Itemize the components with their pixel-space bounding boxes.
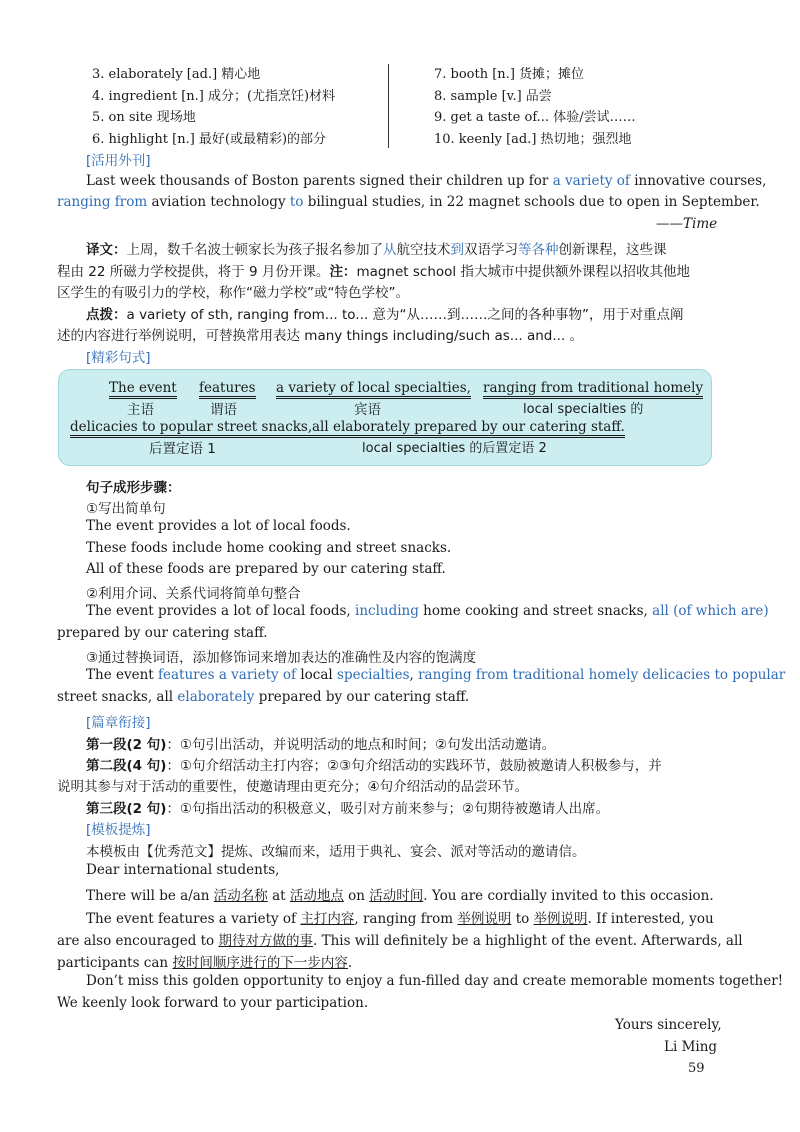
tip-line-2: 述的内容进行举例说明，可替换常用表达 many things including/such as... and... 。 [57,328,584,344]
template-line-4: participants can 按时间顺序进行的下一步内容. [57,955,353,971]
blank-example: 举例说明 [533,911,588,927]
paragraph-1-summary: 第一段(2 句)：①句引出活动，并说明活动的地点和时间；②句发出活动邀请。 [86,737,556,753]
box-word-attr1-cont: delicacies to popular street snacks, [70,419,312,435]
translation-line-3: 区学生的有吸引力的学校，称作“磁力学校”或“特色学校”。 [57,285,409,301]
blank-event-place: 活动地点 [289,888,344,904]
step-3-line: The event features a variety of local specialties, ranging from traditional homely delicacies to popular [86,667,786,683]
vocab-left [92,64,335,150]
translation-line-1: 译文：上周，数千名波士顿家长为孩子报名参加了从航空技术到双语学习等各种创新课程，这些课 [86,242,667,258]
section-heading-jingcai: [精彩句式] [86,350,151,366]
step-2-heading: ②利用介词、关系代词将简单句整合 [86,586,301,602]
box-word-verb: features [199,380,256,396]
template-line-5: Don’t miss this golden opportunity to enjoy a fun-filled day and create memorable moments together! [86,973,784,989]
section-heading-pianzhang: [篇章衔接] [86,715,151,731]
article-line-2: ranging from aviation technology to bilingual studies, in 22 magnet schools due to open in September. [57,194,760,210]
step-1-line: All of these foods are prepared by our catering staff. [86,561,446,577]
paragraph-3-summary: 第三段(2 句)：①句指出活动的积极意义，吸引对方前来参与；②句期待被邀请人出席。 [86,801,610,817]
box-gloss-attr1: 后置定语 1 [149,441,216,457]
vocab-item: 6. highlight [n.] 最好(或最精彩)的部分 [92,131,327,147]
template-line-3: are also encouraged to 期待对方做的事. This will definitely be a highlight of the event. Afterwards, all [57,933,743,949]
translation-line-2: 程由 22 所磁力学校提供，将于 9 月份开课。注：magnet school 指大城市中提供额外课程以招收其他地 [57,264,690,280]
blank-event-time: 活动时间 [369,888,424,904]
template-line-1: There will be a/an 活动名称 at 活动地点 on 活动时间. You are cordially invited to this occasion. [86,888,714,904]
template-closing: Yours sincerely, [615,1017,722,1033]
vocab-item: 3. elaborately [ad.] 精心地 [92,67,261,82]
vocab-item: 8. sample [v.] 品尝 [434,88,552,104]
blank-expected-action: 期待对方做的事 [218,933,313,949]
tip-line-1: 点拨：a variety of sth, ranging from... to... 意为“从……到……之间的各种事物”，用于对重点阐 [86,307,684,323]
template-line-2: The event features a variety of 主打内容, ranging from 举例说明 to 举例说明. If interested, you [86,911,714,927]
step-2-line: prepared by our catering staff. [57,625,268,641]
box-gloss-subject: 主语 [127,402,154,418]
blank-next-step: 按时间顺序进行的下一步内容 [172,955,348,971]
box-word-subject: The event [109,380,177,396]
step-3-line: street snacks, all elaborately prepared by our catering staff. [57,689,470,705]
vocab-item: 5. on site 现场地 [92,110,196,125]
column-divider [388,64,389,148]
template-intro: 本模板由【优秀范文】提炼、改编而来，适用于典礼、宴会、派对等活动的邀请信。 [86,844,586,860]
vocab-item: 9. get a taste of... 体验/尝试…… [434,110,636,125]
vocab-item: 10. keenly [ad.] 热切地；强烈地 [434,131,632,147]
blank-example: 举例说明 [457,911,512,927]
section-heading-huoyong: [活用外刊] [86,153,151,169]
page-number: 59 [688,1061,705,1076]
template-signature: Li Ming [664,1039,718,1055]
box-word-object: a variety of local specialties, [276,380,471,396]
vocab-item: 4. ingredient [n.] 成分；(尤指烹饪)材料 [92,88,336,104]
step-2-line: The event provides a lot of local foods, including home cooking and street snacks, all (of which are) [86,603,769,619]
steps-title: 句子成形步骤： [86,480,181,496]
template-greeting: Dear international students, [86,862,280,878]
blank-event-name: 活动名称 [213,888,268,904]
box-word-attr1: ranging from traditional homely [483,380,703,396]
vocab-item: 7. booth [n.] 货摊；摊位 [434,67,585,82]
section-heading-muban: [模板提炼] [86,822,151,838]
box-gloss-verb: 谓语 [210,402,237,418]
article-line-1: Last week thousands of Boston parents signed their children up for a variety of innovative courses, [86,173,767,189]
vocab-right [434,64,636,150]
paragraph-2-summary: 第二段(4 句)：①句介绍活动主打内容；②③句介绍活动的实践环节，鼓励被邀请人积极参与，并 [86,758,662,774]
box-gloss-attr: local specialties 的 [523,402,644,417]
step-3-heading: ③通过替换词语，添加修饰词来增加表达的准确性及内容的饱满度 [86,650,477,666]
step-1-line: These foods include home cooking and street snacks. [86,540,452,556]
box-word-attr2: all elaborately prepared by our catering staff. [312,419,625,435]
box-gloss-object: 宾语 [354,402,381,418]
step-1-heading: ①写出简单句 [86,501,166,517]
box-gloss-attr2: local specialties 的后置定语 2 [362,441,547,456]
blank-main-content: 主打内容 [300,911,355,927]
step-1-line: The event provides a lot of local foods. [86,518,351,534]
template-line-6: We keenly look forward to your participation. [57,995,369,1011]
paragraph-2-summary-cont: 说明其参与对于活动的重要性，使邀请理由更充分；④句介绍活动的品尝环节。 [57,779,529,795]
article-source: ——Time [656,216,718,232]
